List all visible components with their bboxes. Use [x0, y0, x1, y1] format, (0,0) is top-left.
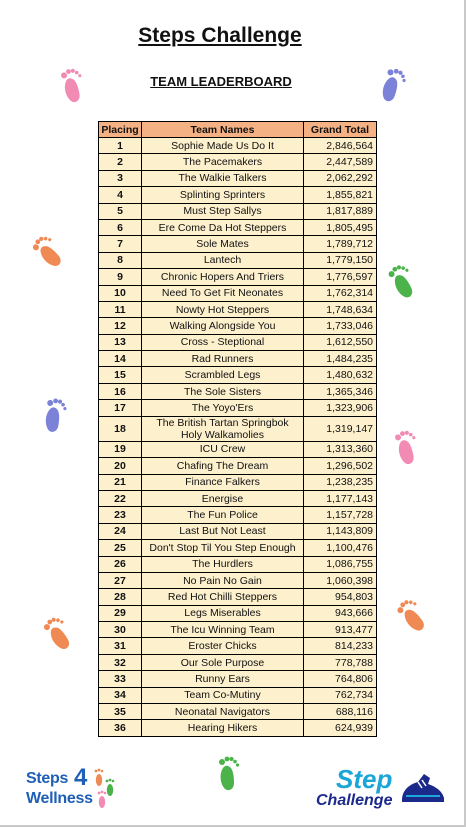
placing-cell: 11 [99, 301, 142, 317]
table-row [99, 704, 377, 720]
placing-cell: 10 [99, 285, 142, 301]
logo-word-wellness: Wellness [26, 790, 93, 807]
placing-cell: 33 [99, 671, 142, 687]
placing-cell: 9 [99, 269, 142, 285]
placing-cell: 19 [99, 441, 142, 457]
placing-cell: 16 [99, 383, 142, 399]
grand-total-cell: 764,806 [304, 671, 377, 687]
team-name-cell: Need To Get Fit Neonates [142, 285, 304, 301]
team-name-cell: The British Tartan Springbok Holy Walkamolies [142, 416, 304, 441]
placing-cell: 1 [99, 138, 142, 154]
page-title: Steps Challenge [138, 24, 302, 47]
table-row [99, 622, 377, 638]
grand-total-cell: 1,484,235 [304, 351, 377, 367]
table-row [99, 154, 377, 170]
team-name-cell: The Hurdlers [142, 556, 304, 572]
logo-digit-four: 4 [74, 764, 88, 791]
team-name-cell: Runny Ears [142, 671, 304, 687]
logo-feet-icon [90, 768, 120, 812]
placing-cell: 7 [99, 236, 142, 252]
table-row [99, 269, 377, 285]
footprint-icon [389, 591, 437, 641]
grand-total-cell: 1,313,360 [304, 441, 377, 457]
table-row [99, 301, 377, 317]
footprint-icon [36, 609, 82, 659]
logo-word-step: Step [336, 764, 393, 794]
team-name-cell: The Fun Police [142, 507, 304, 523]
grand-total-cell: 1,060,398 [304, 572, 377, 588]
team-name-cell: The Walkie Talkers [142, 170, 304, 186]
table-row [99, 540, 377, 556]
footprint-icon [372, 62, 414, 110]
grand-total-cell: 1,143,809 [304, 523, 377, 539]
placing-cell: 31 [99, 638, 142, 654]
table-row [99, 252, 377, 268]
header-team-names: Team Names [142, 122, 304, 138]
table-row [99, 720, 377, 736]
grand-total-cell: 954,803 [304, 589, 377, 605]
grand-total-cell: 943,666 [304, 605, 377, 621]
placing-cell: 5 [99, 203, 142, 219]
table-row [99, 318, 377, 334]
team-name-cell: The Pacemakers [142, 154, 304, 170]
grand-total-cell: 1,480,632 [304, 367, 377, 383]
grand-total-cell: 1,748,634 [304, 301, 377, 317]
grand-total-cell: 624,939 [304, 720, 377, 736]
table-row [99, 507, 377, 523]
table-row [99, 351, 377, 367]
table-row [99, 187, 377, 203]
header-grand-total: Grand Total [304, 122, 377, 138]
grand-total-cell: 2,062,292 [304, 170, 377, 186]
grand-total-cell: 1,855,821 [304, 187, 377, 203]
placing-cell: 30 [99, 622, 142, 638]
placing-cell: 25 [99, 540, 142, 556]
grand-total-cell: 913,477 [304, 622, 377, 638]
grand-total-cell: 1,762,314 [304, 285, 377, 301]
placing-cell: 21 [99, 474, 142, 490]
logo-word-challenge: Challenge [316, 792, 393, 809]
placing-cell: 34 [99, 687, 142, 703]
team-name-cell: Finance Falkers [142, 474, 304, 490]
team-name-cell: Nowty Hot Steppers [142, 301, 304, 317]
grand-total-cell: 1,157,728 [304, 507, 377, 523]
placing-cell: 2 [99, 154, 142, 170]
placing-cell: 29 [99, 605, 142, 621]
table-row [99, 334, 377, 350]
placing-cell: 15 [99, 367, 142, 383]
table-row [99, 638, 377, 654]
team-name-cell: Neonatal Navigators [142, 704, 304, 720]
grand-total-cell: 1,789,712 [304, 236, 377, 252]
team-name-cell: No Pain No Gain [142, 572, 304, 588]
placing-cell: 35 [99, 704, 142, 720]
logo-word-steps: Steps [26, 770, 69, 787]
placing-cell: 3 [99, 170, 142, 186]
team-name-cell: Hearing Hikers [142, 720, 304, 736]
grand-total-cell: 1,177,143 [304, 490, 377, 506]
grand-total-cell: 1,779,150 [304, 252, 377, 268]
team-name-cell: The Yoyo'Ers [142, 400, 304, 416]
table-row [99, 572, 377, 588]
team-name-cell: Must Step Sallys [142, 203, 304, 219]
footprint-icon [25, 227, 74, 277]
table-row [99, 285, 377, 301]
team-name-cell: Rad Runners [142, 351, 304, 367]
team-name-cell: Chronic Hopers And Triers [142, 269, 304, 285]
footprint-icon [381, 258, 425, 307]
table-row [99, 605, 377, 621]
step-challenge-logo [312, 764, 452, 814]
team-name-cell: Ere Come Da Hot Steppers [142, 219, 304, 235]
placing-cell: 13 [99, 334, 142, 350]
placing-cell: 22 [99, 490, 142, 506]
table-row [99, 589, 377, 605]
placing-cell: 27 [99, 572, 142, 588]
placing-cell: 18 [99, 416, 142, 441]
table-row [99, 383, 377, 399]
placing-cell: 12 [99, 318, 142, 334]
table-row [99, 170, 377, 186]
leaderboard-heading: TEAM LEADERBOARD [150, 74, 292, 89]
table-row [99, 416, 377, 441]
table-row [99, 219, 377, 235]
table-row [99, 687, 377, 703]
grand-total-cell: 1,319,147 [304, 416, 377, 441]
placing-cell: 36 [99, 720, 142, 736]
placing-cell: 17 [99, 400, 142, 416]
leaderboard-table [98, 121, 377, 737]
table-row [99, 556, 377, 572]
team-name-cell: The Sole Sisters [142, 383, 304, 399]
grand-total-cell: 2,447,589 [304, 154, 377, 170]
team-name-cell: ICU Crew [142, 441, 304, 457]
team-name-cell: Splinting Sprinters [142, 187, 304, 203]
grand-total-cell: 1,805,495 [304, 219, 377, 235]
team-name-cell: Scrambled Legs [142, 367, 304, 383]
table-header-row [99, 122, 377, 138]
team-name-cell: Team Co-Mutiny [142, 687, 304, 703]
team-name-cell: Red Hot Chilli Steppers [142, 589, 304, 605]
table-row [99, 654, 377, 670]
placing-cell: 23 [99, 507, 142, 523]
grand-total-cell: 1,100,476 [304, 540, 377, 556]
grand-total-cell: 1,612,550 [304, 334, 377, 350]
grand-total-cell: 1,238,235 [304, 474, 377, 490]
table-row [99, 458, 377, 474]
grand-total-cell: 814,233 [304, 638, 377, 654]
team-name-cell: Don't Stop Til You Step Enough [142, 540, 304, 556]
placing-cell: 8 [99, 252, 142, 268]
team-name-cell: Legs Miserables [142, 605, 304, 621]
grand-total-cell: 1,776,597 [304, 269, 377, 285]
table-row [99, 236, 377, 252]
shoe-icon [398, 770, 448, 810]
grand-total-cell: 1,086,755 [304, 556, 377, 572]
table-row [99, 138, 377, 154]
grand-total-cell: 1,296,502 [304, 458, 377, 474]
placing-cell: 4 [99, 187, 142, 203]
footprint-icon [214, 754, 244, 794]
team-name-cell: Walking Alongside You [142, 318, 304, 334]
team-name-cell: Lantech [142, 252, 304, 268]
grand-total-cell: 688,116 [304, 704, 377, 720]
steps4wellness-logo [26, 764, 122, 812]
grand-total-cell: 1,733,046 [304, 318, 377, 334]
footprint-icon [37, 394, 73, 439]
placing-cell: 20 [99, 458, 142, 474]
grand-total-cell: 1,323,906 [304, 400, 377, 416]
placing-cell: 14 [99, 351, 142, 367]
team-name-cell: The Icu Winning Team [142, 622, 304, 638]
grand-total-cell: 1,817,889 [304, 203, 377, 219]
placing-cell: 26 [99, 556, 142, 572]
footprint-icon [55, 64, 91, 109]
team-name-cell: Sophie Made Us Do It [142, 138, 304, 154]
placing-cell: 6 [99, 219, 142, 235]
footprint-icon [389, 426, 425, 471]
team-name-cell: Sole Mates [142, 236, 304, 252]
grand-total-cell: 762,734 [304, 687, 377, 703]
team-name-cell: Last But Not Least [142, 523, 304, 539]
placing-cell: 28 [99, 589, 142, 605]
table-row [99, 490, 377, 506]
table-row [99, 474, 377, 490]
grand-total-cell: 1,365,346 [304, 383, 377, 399]
grand-total-cell: 778,788 [304, 654, 377, 670]
team-name-cell: Eroster Chicks [142, 638, 304, 654]
placing-cell: 24 [99, 523, 142, 539]
team-name-cell: Energise [142, 490, 304, 506]
table-row [99, 441, 377, 457]
team-name-cell: Our Sole Purpose [142, 654, 304, 670]
team-name-cell: Chafing The Dream [142, 458, 304, 474]
table-row [99, 203, 377, 219]
table-row [99, 400, 377, 416]
table-row [99, 367, 377, 383]
grand-total-cell: 2,846,564 [304, 138, 377, 154]
placing-cell: 32 [99, 654, 142, 670]
table-row [99, 523, 377, 539]
table-row [99, 671, 377, 687]
table-body [99, 138, 377, 737]
team-name-cell: Cross - Steptional [142, 334, 304, 350]
header-placing: Placing [99, 122, 142, 138]
